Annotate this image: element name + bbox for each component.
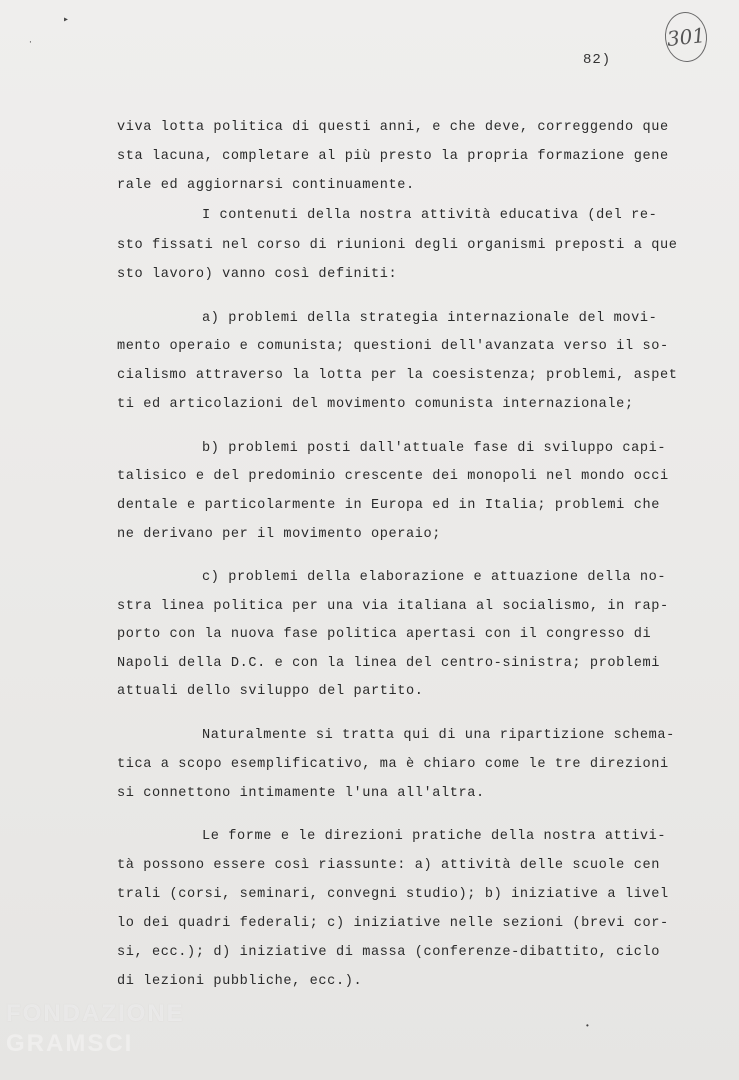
text-line: a) problemi della strategia internazionale del movi- (202, 311, 658, 326)
page-number: 82) (583, 52, 612, 68)
text-line: di lezioni pubbliche, ecc.). (117, 974, 363, 989)
text-line: sta lacuna, completare al più presto la propria formazione gene (117, 149, 669, 164)
text-line: ti ed articolazioni del movimento comunista internazionale; (117, 397, 634, 412)
text-line: tà possono essere così riassunte: a) attività delle scuole cen (117, 858, 660, 873)
watermark-text: GRAMSCI (6, 1030, 134, 1057)
text-line: talisico e del predominio crescente dei monopoli nel mondo occi (117, 469, 669, 484)
text-line: c) problemi della elaborazione e attuazione della no- (202, 570, 667, 585)
text-line: dentale e particolarmente in Europa ed in Italia; problemi che (117, 498, 660, 513)
text-line: rale ed aggiornarsi continuamente. (117, 178, 415, 193)
text-line: Le forme e le direzioni pratiche della nostra attivi- (202, 829, 667, 844)
text-line: mento operaio e comunista; questioni dell'avanzata verso il so- (117, 339, 669, 354)
text-line: si, ecc.); d) iniziative di massa (conferenze-dibattito, ciclo (117, 945, 660, 960)
text-line: Naturalmente si tratta qui di una ripartizione schema- (202, 728, 675, 743)
text-line: porto con la nuova fase politica apertasi con il congresso di (117, 627, 652, 642)
text-line: trali (corsi, seminari, convegni studio); b) iniziative a livel (117, 887, 669, 902)
ink-mark: • (585, 1022, 590, 1031)
text-line: b) problemi posti dall'attuale fase di sviluppo capi- (202, 441, 667, 456)
text-line: sto fissati nel corso di riunioni degli organismi preposti a que (117, 238, 678, 253)
text-line: cialismo attraverso la lotta per la coesistenza; problemi, aspet (117, 368, 678, 383)
text-line: Napoli della D.C. e con la linea del centro-sinistra; problemi (117, 656, 660, 671)
ink-mark: · (28, 38, 33, 47)
ink-mark: ▸ (63, 15, 70, 26)
text-line: stra linea politica per una via italiana al socialismo, in rap- (117, 599, 669, 614)
watermark-text: FONDAZIONE (6, 1000, 185, 1027)
text-line: sto lavoro) vanno così definiti: (117, 267, 398, 282)
text-line: lo dei quadri federali; c) iniziative nelle sezioni (brevi cor- (117, 916, 669, 931)
text-line: tica a scopo esemplificativo, ma è chiaro come le tre direzioni (117, 757, 669, 772)
archive-number-stamp: 301 (663, 10, 710, 64)
text-line: ne derivano per il movimento operaio; (117, 527, 442, 542)
text-line: attuali dello sviluppo del partito. (117, 684, 424, 699)
text-line: I contenuti della nostra attività educativa (del re- (202, 208, 658, 223)
text-line: viva lotta politica di questi anni, e che deve, correggendo que (117, 120, 669, 135)
text-line: si connettono intimamente l'una all'altra. (117, 786, 485, 801)
